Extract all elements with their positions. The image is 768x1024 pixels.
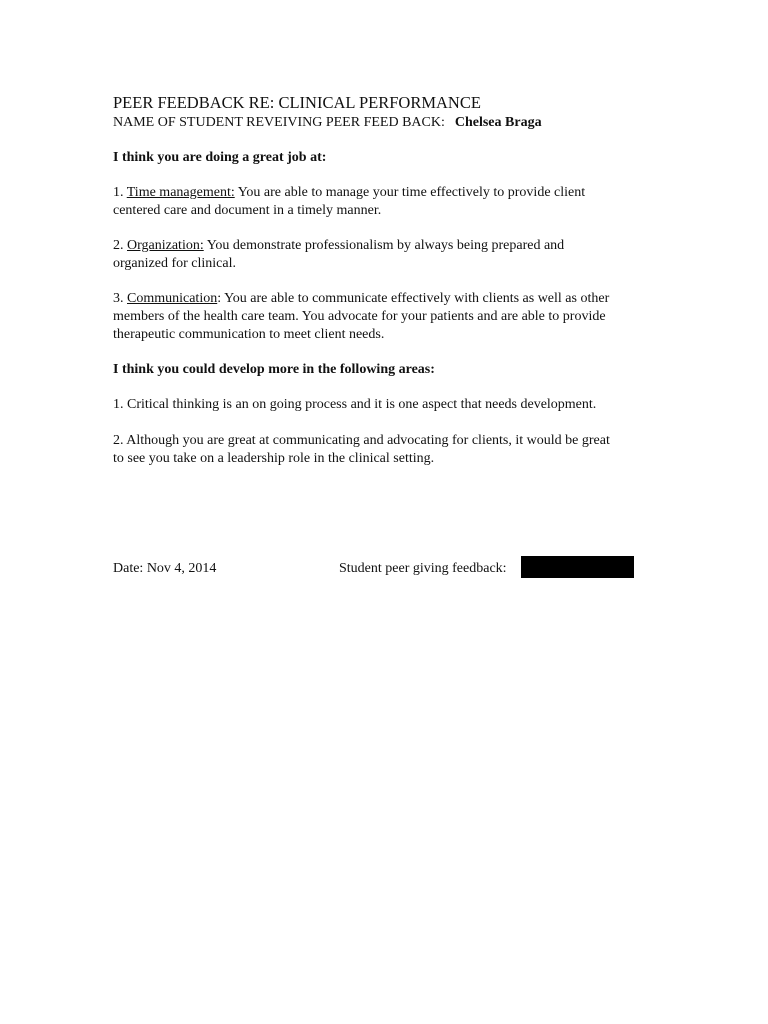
strength-text-continued: members of the health care team. You advocate for your patients and are able to provide xyxy=(113,309,606,324)
student-name: Chelsea Braga xyxy=(454,115,542,130)
development-text: 1. Critical thinking is an on going process and it is one aspect that needs development. xyxy=(113,397,597,412)
strength-item-3 xyxy=(113,290,658,344)
document-title: PEER FEEDBACK RE: CLINICAL PERFORMANCE xyxy=(113,93,481,112)
strength-topic: Communication xyxy=(127,291,218,306)
development-item-2 xyxy=(113,432,658,468)
student-name-line xyxy=(113,113,658,132)
student-name-label: NAME OF STUDENT REVEIVING PEER FEED BACK: xyxy=(113,115,445,130)
strength-topic: Time management: xyxy=(126,185,235,200)
redacted-name-block xyxy=(521,556,634,578)
strength-text: You demonstrate professionalism by always being prepared and xyxy=(203,238,565,253)
strength-number: 1. xyxy=(113,185,127,200)
strength-text: You are able to manage your time effectively to provide client xyxy=(234,185,586,200)
development-text-continued: to see you take on a leadership role in the clinical setting. xyxy=(113,451,435,466)
strength-text-continued: organized for clinical. xyxy=(113,256,236,271)
strength-number: 3. xyxy=(113,291,127,306)
development-text: 2. Although you are great at communicating and advocating for clients, it would be great xyxy=(113,433,610,448)
strength-item-1 xyxy=(113,184,658,220)
strength-topic: Organization: xyxy=(127,238,204,253)
strength-text: : You are able to communicate effectively with clients as well as other xyxy=(217,291,610,306)
document-body xyxy=(113,93,658,468)
peer-label: Student peer giving feedback: xyxy=(339,561,507,576)
strength-item-2 xyxy=(113,237,658,273)
development-heading: I think you could develop more in the following areas: xyxy=(113,362,435,377)
strength-number: 2. xyxy=(113,238,127,253)
development-item-1 xyxy=(113,396,658,414)
strengths-heading: I think you are doing a great job at: xyxy=(113,150,327,165)
strength-text-continued: therapeutic communication to meet client needs. xyxy=(113,327,385,342)
date-text: Date: Nov 4, 2014 xyxy=(113,561,217,576)
strength-text-continued: centered care and document in a timely manner. xyxy=(113,203,382,218)
